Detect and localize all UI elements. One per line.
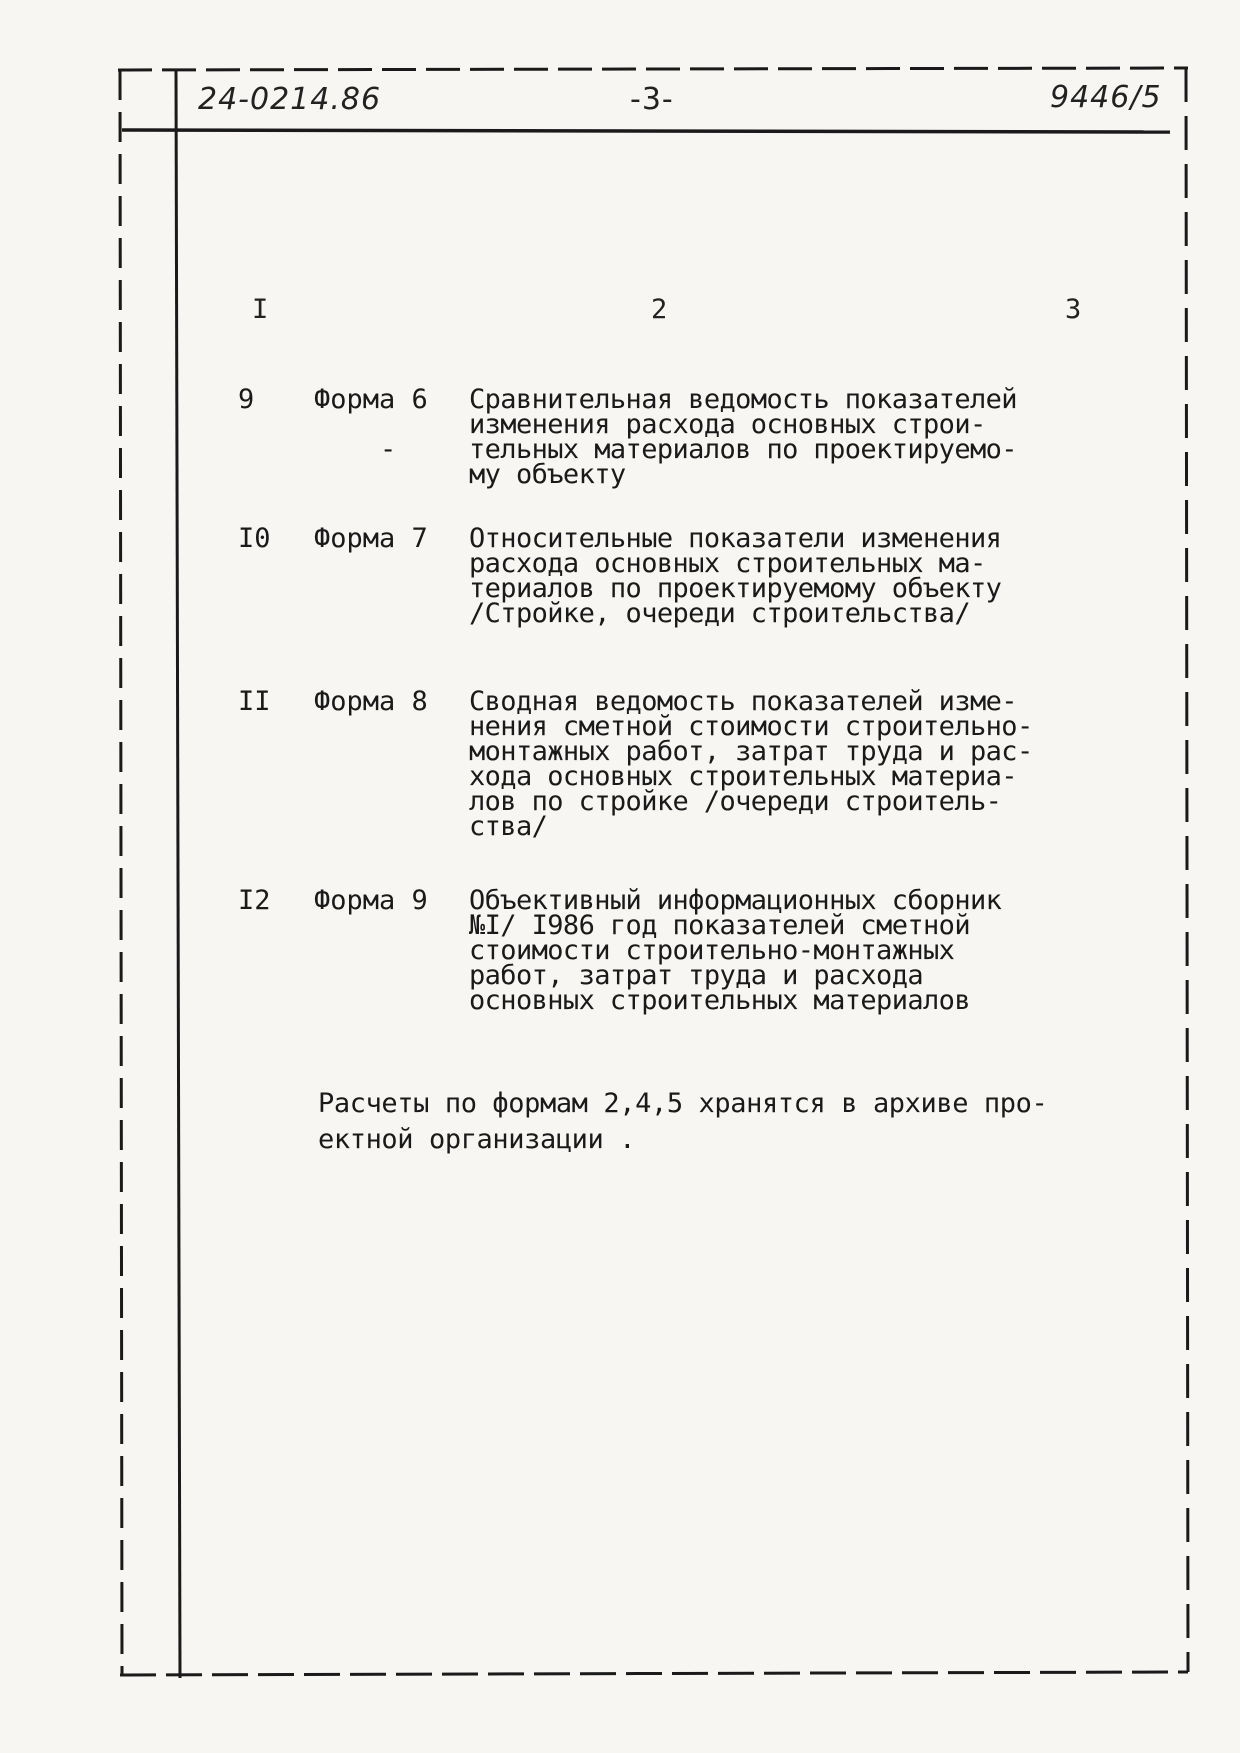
column-number-1: I <box>252 294 269 325</box>
header-rule <box>122 130 1170 132</box>
description-line: №I/ I986 год показателей сметной <box>469 910 970 941</box>
form-label: Форма 7 <box>314 523 428 554</box>
frame-bottom-border <box>120 1672 1188 1675</box>
description-line: териалов по проектируемому объекту <box>469 573 1002 604</box>
description-line: монтажных работ, затрат труда и рас- <box>469 736 1033 767</box>
description-line: нения сметной стоимости строительно- <box>469 711 1033 742</box>
description-line: лов по стройке /очереди строитель- <box>469 786 1002 817</box>
description-line: основных строительных материалов <box>469 985 970 1016</box>
row-number: 9 <box>238 384 255 415</box>
row-description <box>469 885 1069 1016</box>
sheet-reference: 9446/5 <box>1050 80 1162 115</box>
description-line: расхода основных строительных ма- <box>469 548 986 579</box>
description-line: му объекту <box>469 459 626 490</box>
description-line: ства/ <box>469 811 548 842</box>
frame-top-border <box>118 68 1188 70</box>
column-number-3: 3 <box>1065 294 1082 325</box>
margin-line <box>176 70 180 1678</box>
description-line: хода основных строительных материа- <box>469 761 1017 792</box>
row-description <box>469 523 1069 629</box>
note-line: Расчеты по формам 2,4,5 хранятся в архиве про- <box>318 1088 1048 1119</box>
description-line: тельных материалов по проектируемо- <box>469 434 1017 465</box>
form-label: Форма 9 <box>314 885 428 916</box>
description-line: Сводная ведомость показателей изме- <box>469 686 1017 717</box>
description-line: Относительные показатели изменения <box>469 523 1002 554</box>
row-number: II <box>238 686 271 717</box>
description-line: Объективный информационных сборник <box>469 885 1002 916</box>
frame-right-border <box>1186 68 1188 1672</box>
form-dash: - <box>380 434 397 465</box>
note-line: ектной организации . <box>318 1124 636 1155</box>
row-number: I2 <box>238 885 271 916</box>
form-label: Форма 6 <box>314 384 428 415</box>
archive-note <box>318 1086 1058 1158</box>
column-number-2: 2 <box>651 294 668 325</box>
page-number: -3- <box>630 82 674 117</box>
row-description <box>469 384 1069 490</box>
description-line: Сравнительная ведомость показателей <box>469 384 1017 415</box>
description-line: изменения расхода основных строи- <box>469 409 986 440</box>
document-code: 24-0214.86 <box>198 82 382 117</box>
description-line: /Стройке, очереди строительства/ <box>469 598 970 629</box>
description-line: работ, затрат труда и расхода <box>469 960 924 991</box>
form-label: Форма 8 <box>314 686 428 717</box>
row-number: I0 <box>238 523 271 554</box>
frame-left-border <box>120 70 122 1675</box>
row-description <box>469 686 1069 842</box>
description-line: стоимости строительно-монтажных <box>469 935 955 966</box>
